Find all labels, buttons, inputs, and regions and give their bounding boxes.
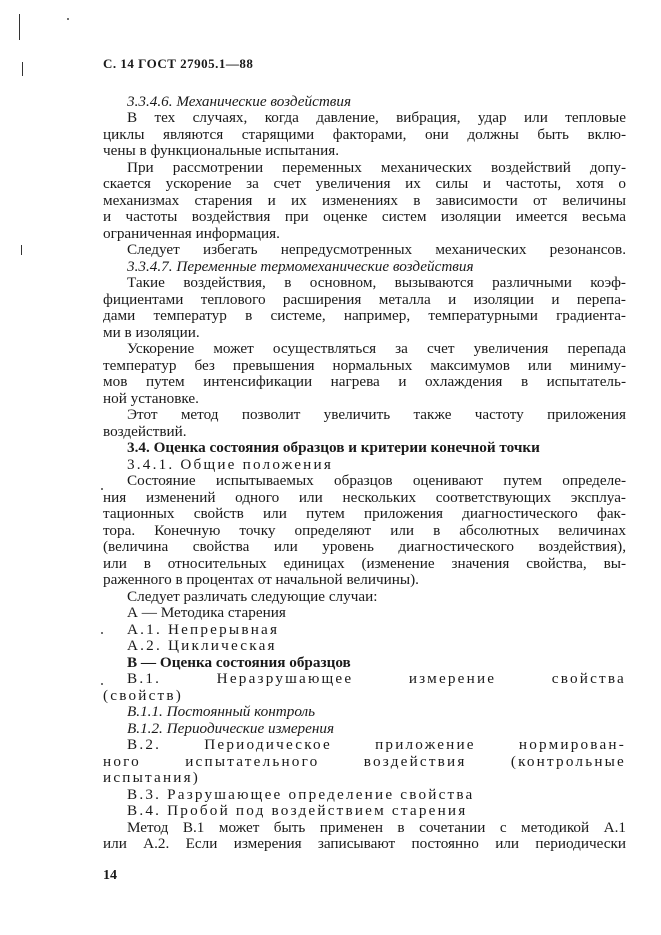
text-line: циклы являются старящими факторами, они должны быть вклю-	[103, 125, 626, 143]
text-line: механизмах старения и их изменениях в зависимости от величины	[103, 191, 626, 209]
list-heading	[127, 604, 626, 622]
text-line: ограниченная информация.	[103, 224, 280, 242]
list-item: В.1.2. Периодические измерения	[127, 719, 335, 737]
text-line: тационных свойств или путем приложения диагностического фак-	[103, 505, 626, 523]
text-line: скается ускорение за счет увеличения их силы и частоты, хотя о	[103, 175, 626, 193]
text-line: или А.2. Если измерения записывают постоянно или периодически	[103, 835, 626, 852]
text-line: Следует различать следующие случаи:	[127, 587, 378, 605]
text-line: В тех случаях, когда давление, вибрация, удар или тепловые	[127, 109, 626, 127]
scan-mark	[19, 14, 20, 40]
list-item: (свойств)	[103, 686, 183, 704]
list-heading-text: А — Методика старения	[127, 604, 286, 622]
list-item: В.4. Пробой под воздействием старения	[127, 802, 468, 820]
text-line: Этот метод позволит увеличить также частоту приложения	[127, 406, 626, 424]
text-line: Ускорение может осуществляться за счет увеличения перепада	[127, 340, 626, 358]
subsection-title: 3.4.1. Общие положения	[127, 455, 334, 473]
scan-dot	[101, 683, 103, 685]
text-line: воздействий.	[103, 422, 187, 440]
text-line: мов путем интенсификации нагрева и охлаждения в испытатель-	[103, 373, 626, 391]
text-line: фициентами теплового расширения металла и изоляции и перепа-	[103, 290, 626, 308]
scan-mark	[21, 245, 22, 255]
list-item: испытания)	[103, 769, 201, 787]
text-line: раженного в процентах от начальной величины).	[103, 571, 419, 589]
text-line: или в относительных единицах (изменение значения свойства, вы-	[103, 554, 626, 572]
list-item: В.3. Разрушающее определение свойства	[127, 785, 475, 803]
text-line: температур без превышения нормальных максимумов или миниму-	[103, 356, 626, 374]
text-line: ми в изоляции.	[103, 323, 200, 341]
text-line: При рассмотрении переменных механических воздействий допу-	[127, 158, 626, 176]
list-item: В.1. Неразрушающее измерение свойства	[127, 670, 626, 688]
list-item: ного испытательного воздействия (контрольные	[103, 752, 626, 770]
list-heading: В — Оценка состояния образцов	[127, 653, 351, 671]
section-heading: 3.4. Оценка состояния образцов и критерии конечной точки	[127, 439, 540, 457]
list-item: А.1. Непрерывная	[127, 620, 280, 638]
section-title: 3.3.4.6. Механические воздействия	[127, 93, 352, 110]
text-line: Состояние испытываемых образцов оценивают путем определе-	[127, 472, 626, 490]
text-line: Такие воздействия, в основном, вызываются различными коэф-	[127, 274, 626, 292]
text-line: дами температур в системе, например, температурными градиента-	[103, 307, 626, 325]
text-line: Метод В.1 может быть применен в сочетании с методикой А.1	[127, 818, 626, 836]
text-line: чены в функциональные испытания.	[103, 142, 340, 160]
text-line: ния изменений одного или нескольких соответствующих эксплуа-	[103, 488, 626, 506]
scan-dot	[101, 632, 103, 634]
page-header: С. 14 ГОСТ 27905.1—88	[103, 56, 254, 71]
list-item: А.2. Циклическая	[127, 637, 277, 655]
list-item: В.2. Периодическое приложение нормирован-	[127, 736, 626, 754]
text-line: и частоты воздействия при оценке систем изоляции имеется весьма	[103, 208, 626, 226]
text-line: (величина свойства или уровень диагностического воздействия),	[103, 538, 626, 556]
scan-dot	[67, 18, 69, 20]
text-line: тора. Конечную точку определяют или в абсолютных величинах	[103, 521, 626, 539]
text-line: ной установке.	[103, 389, 199, 407]
page-number: 14	[103, 868, 117, 883]
list-item: В.1.1. Постоянный контроль	[127, 703, 316, 721]
scan-mark	[22, 62, 23, 76]
section-title: 3.3.4.7. Переменные термомеханические воздействия	[127, 257, 474, 275]
text-line: Следует избегать непредусмотренных механических резонансов.	[127, 241, 626, 259]
